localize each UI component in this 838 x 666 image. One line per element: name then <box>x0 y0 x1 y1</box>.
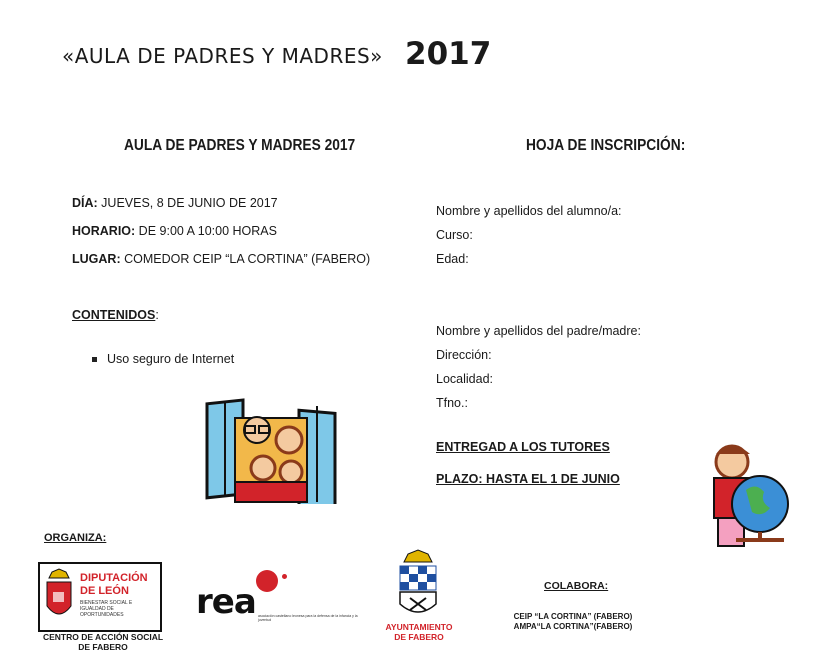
padre-field-label: Nombre y apellidos del padre/madre: <box>436 324 641 338</box>
dia-line <box>72 196 278 210</box>
girl-globe-illustration <box>698 440 798 560</box>
family-window-illustration <box>205 398 337 504</box>
horario-line <box>72 224 277 238</box>
ayuntamiento-label <box>374 622 464 642</box>
centro-line1: CENTRO DE ACCIÓN SOCIAL <box>42 632 164 642</box>
colab-line1: CEIP “LA CORTINA” (FABERO) <box>513 612 633 621</box>
colab-line2: AMPA“LA CORTINA”(FABERO) <box>513 622 633 631</box>
diputacion-sub: BIENESTAR SOCIAL E IGUALDAD DE OPORTUNIDADES <box>80 600 133 618</box>
diputacion-line2: DE LEÓN <box>80 585 129 597</box>
rea-logo <box>196 568 366 624</box>
page-title: «AULA DE PADRES Y MADRES» <box>62 44 383 68</box>
crest-icon <box>44 568 74 624</box>
lugar-line <box>72 252 370 266</box>
right-section-title: HOJA DE INSCRIPCIÓN: <box>526 137 686 154</box>
diputacion-line1: DIPUTACIÓN <box>80 572 148 584</box>
telefono-field-label: Tfno.: <box>436 396 468 410</box>
rea-wordmark: rea <box>196 582 256 622</box>
alumno-field-label: Nombre y apellidos del alumno/a: <box>436 204 622 218</box>
plazo-note: PLAZO: HASTA EL 1 DE JUNIO <box>436 472 620 486</box>
rea-sub: asociación castellano leonesa para la defensa de la infancia y la juventud <box>258 614 358 622</box>
contenido-item: Uso seguro de Internet <box>107 352 235 366</box>
horario-label: HORARIO: <box>72 224 136 238</box>
contenidos-label: CONTENIDOS <box>72 308 156 322</box>
ayto-line2: DE FABERO <box>394 632 444 642</box>
contenidos-colon: : <box>155 308 159 322</box>
rea-dot-icon <box>256 570 278 592</box>
lugar-value: COMEDOR CEIP “LA CORTINA” (FABERO) <box>120 252 371 266</box>
direccion-field-label: Dirección: <box>436 348 492 362</box>
horario-value: DE 9:00 A 10:00 HORAS <box>135 224 277 238</box>
contenidos-heading <box>72 308 159 322</box>
list-item <box>92 352 234 366</box>
centro-line2: DE FABERO <box>78 642 128 652</box>
organiza-label: ORGANIZA: <box>44 532 107 544</box>
localidad-field-label: Localidad: <box>436 372 493 386</box>
curso-field-label: Curso: <box>436 228 473 242</box>
ayuntamiento-crest-icon <box>396 548 440 618</box>
rea-small-dot-icon <box>282 574 287 579</box>
colabora-entities <box>496 612 650 632</box>
edad-field-label: Edad: <box>436 252 469 266</box>
colabora-label: COLABORA: <box>544 580 609 592</box>
entregad-note: ENTREGAD A LOS TUTORES <box>436 440 610 454</box>
page-year: 2017 <box>405 36 492 72</box>
centro-accion-social <box>40 632 166 652</box>
left-section-title: AULA DE PADRES Y MADRES 2017 <box>124 137 356 154</box>
ayto-line1: AYUNTAMIENTO <box>385 622 453 632</box>
bullet-icon <box>92 357 97 362</box>
diputacion-logo <box>38 562 162 632</box>
dia-label: DÍA: <box>72 196 98 210</box>
dia-value: JUEVES, 8 DE JUNIO DE 2017 <box>97 196 278 210</box>
lugar-label: LUGAR: <box>72 252 121 266</box>
